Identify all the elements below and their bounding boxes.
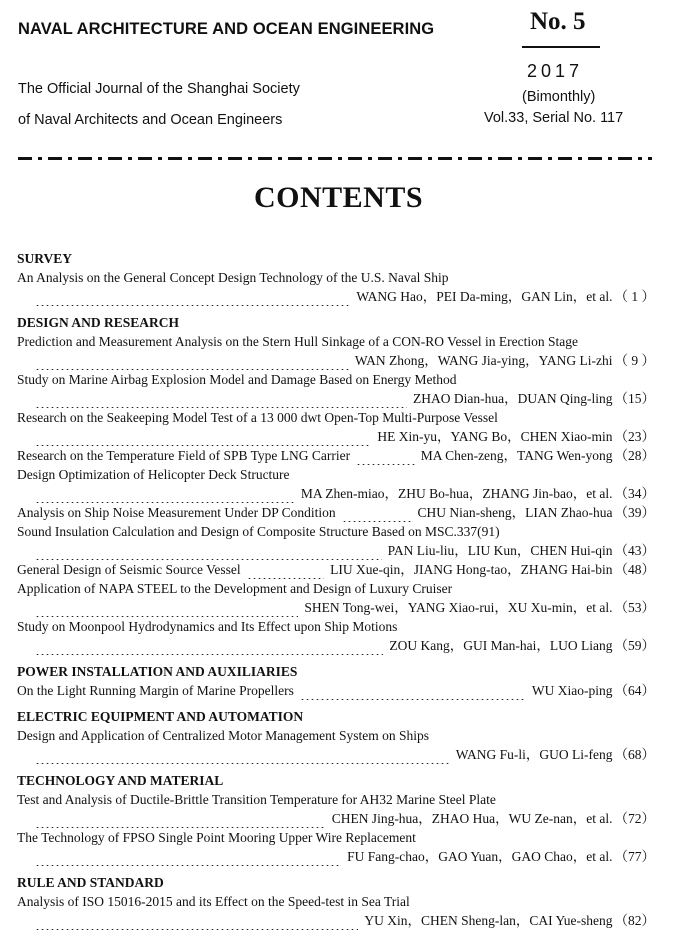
header-dash-divider [18,157,652,160]
dot-leader [35,395,407,409]
article-authors: MA Zhen-miao，ZHU Bo-hua，ZHANG Jin-bao，et al. [300,486,613,501]
dot-leader [35,293,350,307]
article-page-number: （23） [614,429,655,444]
article-title: Study on Marine Airbag Explosion Model and Damage Based on Energy Method [17,372,457,387]
toc-section [17,249,655,306]
toc-entry[interactable] [17,332,655,370]
article-page-number: （53） [614,600,655,615]
issue-volume: Vol.33, Serial No. 117 [484,110,624,126]
article-page-number: （ 9 ） [614,353,655,368]
article-authors: CHU Nian-sheng，LIAN Zhao-hua [417,505,613,520]
dot-leader [35,815,326,829]
article-title: Analysis of ISO 15016-2015 and its Effect on the Speed-test in Sea Trial [17,894,410,909]
toc-entry[interactable] [17,790,655,828]
toc-entry[interactable] [17,560,655,579]
section-title: POWER INSTALLATION AND AUXILIARIES [17,664,298,679]
toc-section [17,707,655,764]
dot-leader [35,642,383,656]
section-title: RULE AND STANDARD [17,875,164,890]
article-authors: MA Chen-zeng，TANG Wen-yong [420,448,613,463]
article-title: Study on Moonpool Hydrodynamics and Its Effect upon Ship Motions [17,619,398,634]
toc-entry[interactable] [17,408,655,446]
toc-entry[interactable] [17,446,655,465]
article-title: On the Light Running Margin of Marine Propellers [17,683,294,698]
dot-leader [35,357,349,371]
article-title: An Analysis on the General Concept Design Technology of the U.S. Naval Ship [17,270,449,285]
article-title: The Technology of FPSO Single Point Mooring Upper Wire Replacement [17,830,416,845]
article-title: Design and Application of Centralized Motor Management System on Ships [17,728,430,743]
article-title: Application of NAPA STEEL to the Development and Design of Luxury Cruiser [17,581,453,596]
toc-entry[interactable] [17,726,655,764]
dot-leader [300,687,526,701]
article-title: Prediction and Measurement Analysis on the Stern Hull Sinkage of a CON-RO Vessel in Erection Stage [17,334,579,349]
toc-entry[interactable] [17,617,655,655]
article-page-number: （72） [614,811,655,826]
toc-entry[interactable] [17,681,655,700]
dot-leader [247,566,325,580]
article-page-number: （59） [614,638,655,653]
article-title: Research on the Seakeeping Model Test of a 13 000 dwt Open-Top Multi-Purpose Vessel [17,410,498,425]
journal-title: NAVAL ARCHITECTURE AND OCEAN ENGINEERING [18,20,435,38]
toc-section [17,771,655,866]
toc-section [17,873,655,930]
journal-subtitle-line2: of Naval Architects and Ocean Engineers [18,112,283,128]
article-title: Test and Analysis of Ductile-Brittle Transition Temperature for AH32 Marine Steel Plate [17,792,496,807]
article-page-number: （48） [614,562,655,577]
issue-divider [522,46,600,48]
section-title: SURVEY [17,251,73,266]
article-authors: HE Xin-yu，YANG Bo，CHEN Xiao-min [377,429,613,444]
article-page-number: （15） [614,391,655,406]
table-of-contents [17,249,655,937]
toc-entry[interactable] [17,268,655,306]
article-title: Sound Insulation Calculation and Design of Composite Structure Based on MSC.337(91) [17,524,500,539]
dot-leader [356,452,415,466]
dot-leader [342,509,412,523]
section-title: DESIGN AND RESEARCH [17,315,180,330]
article-authors: WAN Zhong，WANG Jia-ying，YANG Li-zhi [354,353,613,368]
article-authors: LIU Xue-qin，JIANG Hong-tao，ZHANG Hai-bin [330,562,613,577]
article-title: Analysis on Ship Noise Measurement Under DP Condition [17,505,336,520]
article-title: Design Optimization of Helicopter Deck Structure [17,467,290,482]
article-authors: SHEN Tong-wei，YANG Xiao-rui，XU Xu-min，et al. [304,600,613,615]
toc-entry[interactable] [17,522,655,560]
article-authors: YU Xin，CHEN Sheng-lan，CAI Yue-sheng [364,913,613,928]
article-authors: WU Xiao-ping [531,683,613,698]
dot-leader [35,853,341,867]
article-page-number: （34） [614,486,655,501]
article-page-number: （43） [614,543,655,558]
dot-leader [35,547,382,561]
article-authors: WANG Fu-li，GUO Li-feng [455,747,613,762]
article-title: General Design of Seismic Source Vessel [17,562,241,577]
toc-entry[interactable] [17,828,655,866]
journal-subtitle-line1: The Official Journal of the Shanghai Society [18,81,300,97]
article-page-number: （68） [614,747,655,762]
issue-frequency: (Bimonthly) [522,89,596,105]
article-page-number: （77） [614,849,655,864]
article-authors: ZOU Kang，GUI Man-hai，LUO Liang [389,638,613,653]
article-authors: CHEN Jing-hua，ZHAO Hua，WU Ze-nan，et al. [331,811,613,826]
dot-leader [35,433,371,447]
toc-entry[interactable] [17,579,655,617]
section-title: ELECTRIC EQUIPMENT AND AUTOMATION [17,709,304,724]
issue-number: No. 5 [530,8,586,35]
dot-leader [35,751,450,765]
toc-entry[interactable] [17,892,655,930]
dot-leader [35,490,295,504]
contents-heading: CONTENTS [253,181,424,214]
toc-entry[interactable] [17,370,655,408]
article-authors: ZHAO Dian-hua，DUAN Qing-ling [413,391,613,406]
article-authors: PAN Liu-liu，LIU Kun，CHEN Hui-qin [387,543,613,558]
article-page-number: （64） [614,683,655,698]
dot-leader [35,917,358,931]
article-page-number: （39） [614,505,655,520]
toc-entry[interactable] [17,503,655,522]
article-authors: WANG Hao，PEI Da-ming，GAN Lin，et al. [356,289,613,304]
toc-section [17,662,655,700]
article-page-number: （82） [614,913,655,928]
dot-leader [35,604,298,618]
issue-year: 2017 [527,61,584,81]
toc-entry[interactable] [17,465,655,503]
article-title: Research on the Temperature Field of SPB Type LNG Carrier [17,448,351,463]
article-authors: FU Fang-chao，GAO Yuan，GAO Chao，et al. [347,849,613,864]
article-page-number: （ 1 ） [614,289,655,304]
toc-section [17,313,655,655]
article-page-number: （28） [614,448,655,463]
section-title: TECHNOLOGY AND MATERIAL [17,773,224,788]
